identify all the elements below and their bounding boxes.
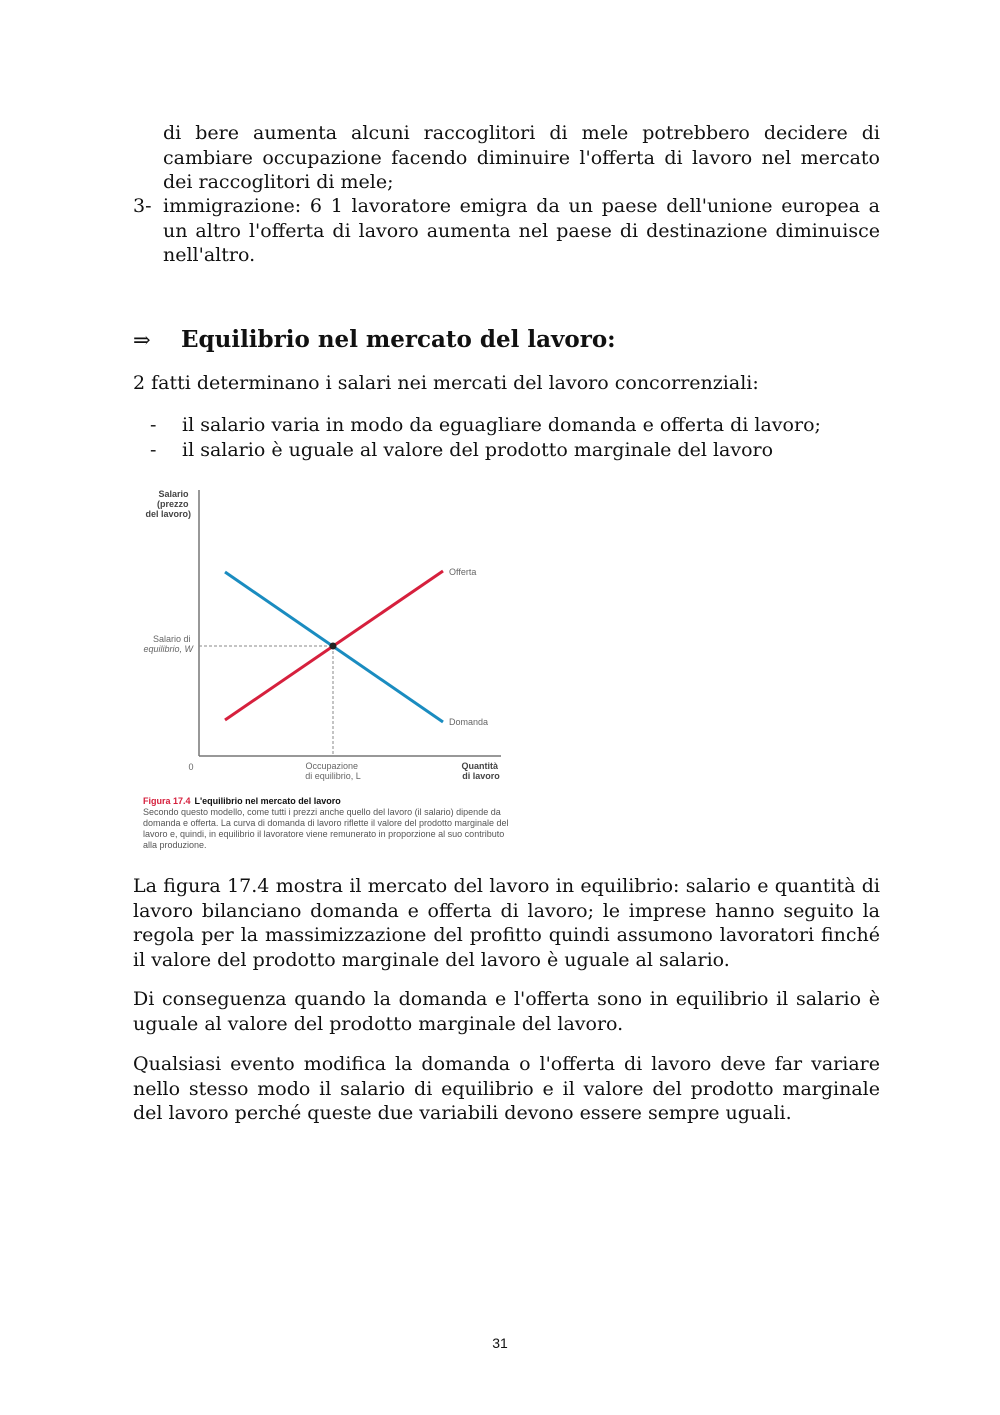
figure-17-4 xyxy=(133,480,513,860)
y-axis-label-line: del lavoro) xyxy=(145,509,191,519)
item-text: immigrazione: 6 1 lavoratore emigra da un paese dell'unione europea a un altro l'offerta di lavoro aumenta nel paese di destinazione diminuisce nell'altro. xyxy=(163,195,880,266)
caption-title: L'equilibrio nel mercato del lavoro xyxy=(194,796,341,806)
y-axis-label-line: Salario xyxy=(158,489,189,499)
y-axis-label xyxy=(145,489,191,519)
equilibrium-diagram xyxy=(133,480,513,796)
intro-paragraph: 2 fatti determinano i salari nei mercati del lavoro concorrenziali: xyxy=(133,372,759,394)
body-paragraph: Di conseguenza quando la domanda e l'offerta sono in equilibrio il salario è uguale al valore del prodotto marginale del lavoro. xyxy=(133,988,880,1035)
figure-caption xyxy=(143,796,513,851)
page-number: 31 xyxy=(492,1335,508,1351)
equilibrium-point xyxy=(330,643,337,650)
demand-label: Domanda xyxy=(449,717,489,727)
eq-wage-label-line: Salario di xyxy=(152,634,191,644)
bullet-text: il salario è uguale al valore del prodotto marginale del lavoro xyxy=(182,438,774,461)
eq-wage-label xyxy=(143,634,194,654)
eq-quantity-label-line: di equilibrio, L xyxy=(305,771,361,781)
heading-text: Equilibrio nel mercato del lavoro: xyxy=(181,326,616,353)
arrow-icon: ⇒ xyxy=(133,328,151,352)
eq-wage-label-line: equilibrio, W xyxy=(143,644,193,654)
supply-label: Offerta xyxy=(449,567,477,577)
caption-text: Secondo questo modello, come tutti i prezzi anche quello del lavoro (il salario) dipende da domanda e offerta. La curva di domanda di lavoro riflette il valore del prodotto marginale del lavoro e, quindi, in equilibrio il lavoratore viene remunerato in proporzione al suo contributo alla produzione. xyxy=(143,807,509,850)
bullet-dash: - xyxy=(150,414,157,436)
x-axis-label xyxy=(461,761,500,781)
bullet-dash: - xyxy=(150,438,157,461)
x-axis-label-line: di lavoro xyxy=(462,771,500,781)
y-axis-label-line: (prezzo xyxy=(156,499,189,509)
eq-quantity-label xyxy=(305,761,361,781)
caption-number: Figura 17.4 xyxy=(143,796,191,806)
eq-quantity-label-line: Occupazione xyxy=(305,761,359,771)
continuation-paragraph: di bere aumenta alcuni raccoglitori di mele potrebbero decidere di cambiare occupazione facendo diminuire l'offerta di lavoro nel mercato dei raccoglitori di mele; xyxy=(163,122,880,193)
body-paragraph: La figura 17.4 mostra il mercato del lavoro in equilibrio: salario e quantità di lavoro bilanciano domanda e offerta di lavoro; le imprese hanno seguito la regola per la massimizzazione del profitto quindi assumono lavoratori finché il valore del prodotto marginale del lavoro è uguale al salario. xyxy=(133,875,880,971)
caption-header xyxy=(143,796,513,807)
body-paragraph: Qualsiasi evento modifica la domanda o l'offerta di lavoro deve far variare nello stesso modo il salario di equilibrio e il valore del prodotto marginale del lavoro perché queste due variabili devono essere sempre uguali. xyxy=(133,1053,880,1124)
origin-label: 0 xyxy=(188,762,194,772)
item-number: 3- xyxy=(133,195,152,217)
bullet-text: il salario varia in modo da eguagliare domanda e offerta di lavoro; xyxy=(182,414,821,436)
x-axis-label-line: Quantità xyxy=(461,761,498,771)
